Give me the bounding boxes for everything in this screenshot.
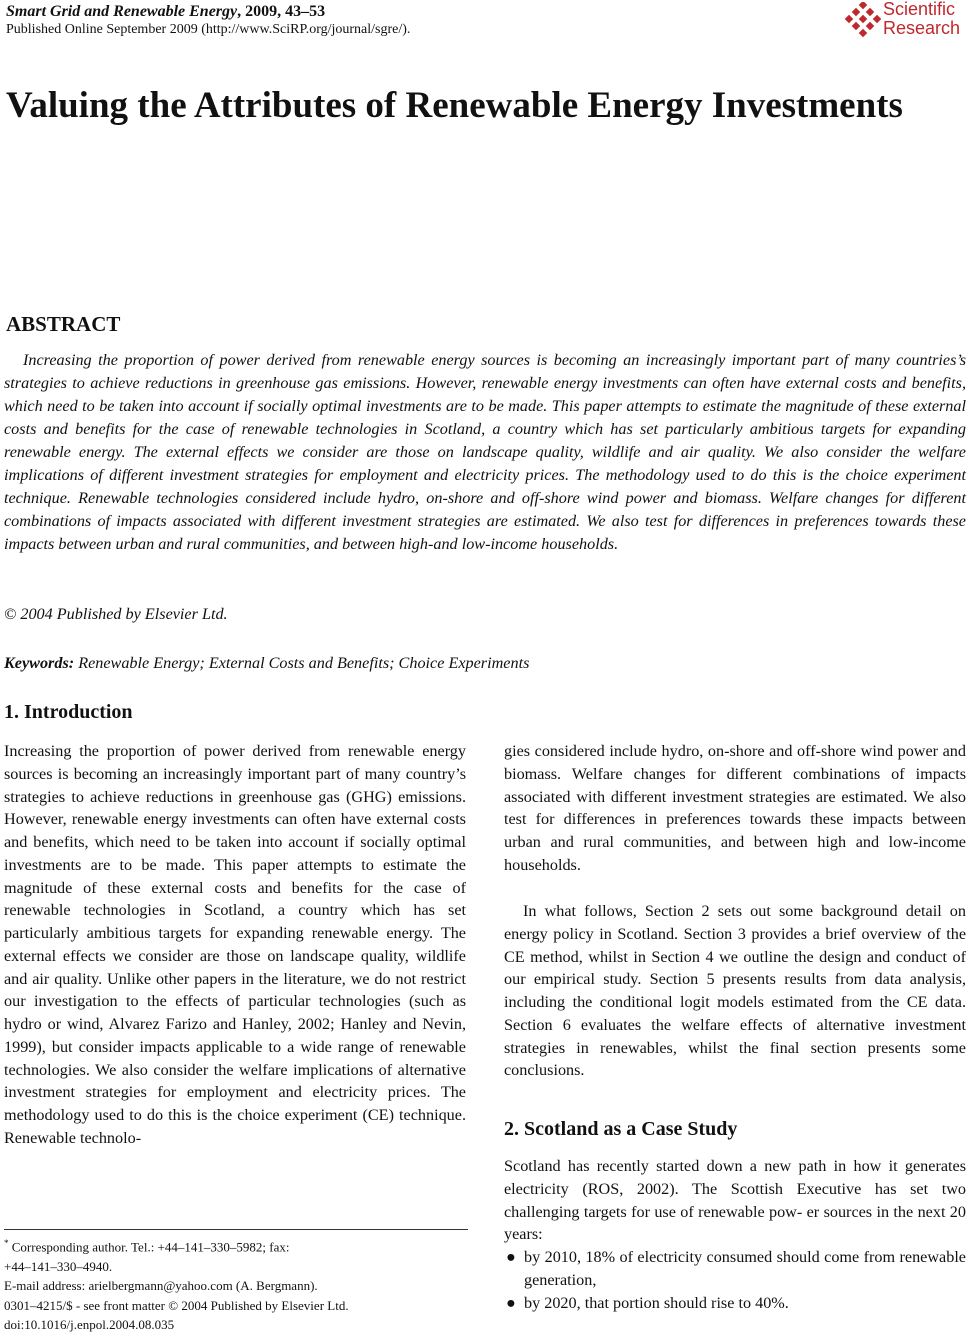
- journal-name: Smart Grid and Renewable Energy: [6, 3, 238, 20]
- journal-citation: [6, 2, 706, 21]
- outline-paragraph: In what follows, Section 2 sets out some background detail on energy policy in Scotland. Section 3 provides a brief overview of the CE method, whilst in Section 4 we outline the design and conduct of our empirical study. Section 5 presents results from data analysis, including the conditional logit models estimated from the CE data. Section 6 evaluates the welfare effects of alternative investment strategies in renewables, whilst the final section presents some conclusions.: [504, 902, 966, 1080]
- list-item-text: by 2010, 18% of electricity consumed should come from renewable generation,: [524, 1248, 966, 1289]
- keywords: [4, 652, 529, 675]
- scientific-research-logo-icon: [845, 2, 881, 40]
- list-item: [504, 1292, 966, 1315]
- introduction-paragraph-continued: gies considered include hydro, on-shore and off-shore wind power and biomass. Welfare changes for different combinations of impacts associated with different investment strategies are estimated. We also test for differences in preferences towards these impacts between urban and rural communities, and between high and low-income households.: [504, 742, 966, 874]
- logo-line-1: Scientific: [883, 0, 956, 19]
- footnote-corresponding-author: [4, 1234, 474, 1257]
- list-item: [504, 1246, 966, 1292]
- footnote-line-1: Corresponding author. Tel.: +44–141–330–5982; fax:: [8, 1239, 290, 1255]
- abstract-text: Increasing the proportion of power derived from renewable energy sources is becoming an increasingly important part of many countries’s strategies to achieve reductions in greenhouse gas emissions. However, renewable energy investments can often have external costs and benefits, which need to be taken into account if socially optimal investments are to be made. This paper attempts to estimate the magnitude of these external costs and benefits for the case of renewable technologies in Scotland, a country which has set particularly ambitious targets for expanding renewable energy. The external effects we consider are those on landscape quality, wildlife and air quality. We also consider the welfare implications of different investment strategies for employment and electricity prices. The methodology used to do this is the choice experiment technique. Renewable technologies considered include hydro, on-shore and off-shore wind power and biomass. Welfare changes for different combinations of impacts associated with different investment strategies are estimated. We also test for differences in preferences towards these impacts between urban and rural communities, and between high-and low-income households.: [4, 351, 966, 553]
- section-heading-introduction: 1. Introduction: [4, 701, 133, 723]
- paper-title: Valuing the Attributes of Renewable Energy Investments: [6, 85, 903, 126]
- bullet-icon: ●: [506, 1248, 516, 1266]
- footnote-divider: [4, 1229, 468, 1230]
- footnote-email: E-mail address: arielbergmann@yahoo.com (A. Bergmann).: [4, 1278, 318, 1294]
- publisher-logo: [845, 0, 965, 44]
- footnote-doi: doi:10.1016/j.enpol.2004.08.035: [4, 1317, 175, 1333]
- bullet-icon: ●: [506, 1293, 516, 1312]
- logo-line-2: Research: [883, 18, 961, 38]
- journal-volume: , 2009, 43–53: [237, 3, 326, 20]
- copyright-line: © 2004 Published by Elsevier Ltd.: [4, 605, 228, 623]
- footnote-front-matter: 0301–4215/$ - see front matter © 2004 Published by Elsevier Ltd.: [4, 1297, 349, 1313]
- list-item-text: by 2020, that portion should rise to 40%.: [524, 1293, 789, 1312]
- keywords-text: Renewable Energy; External Costs and Benefits; Choice Experiments: [74, 654, 530, 672]
- footnotes: [4, 1234, 474, 1335]
- footnote-marker: *: [4, 1238, 9, 1248]
- keywords-colon: :: [68, 654, 75, 672]
- scotland-paragraph: Scotland has recently started down a new path in how it generates electricity (ROS, 2002). The Scottish Executive has set two challenging targets for use of renewable pow- er sources in the next 20 years:: [504, 1157, 966, 1244]
- keywords-label: Keywords: [4, 654, 69, 672]
- section-heading-scotland: 2. Scotland as a Case Study: [504, 1118, 738, 1140]
- abstract-heading: ABSTRACT: [6, 312, 121, 336]
- introduction-paragraph: Increasing the proportion of power derived from renewable energy sources is becoming an increasingly important part of many country’s strategies to achieve reductions in greenhouse gas (GHG) emissions. However, renewable energy investments can often have external costs and benefits, which need to be taken into account if socially optimal investments are to be made. This paper attempts to estimate the magnitude of these external costs and benefits for the case of renewable technologies in Scotland, a country which has set particularly ambitious targets for expanding renewable energy. The external effects we consider are those on landscape quality, wildlife and air quality. Unlike other papers in the literature, we do not restrict our investigation to the effects of particular technologies (such as hydro or wind, Alvarez Farizo and Hanley, 2002; Hanley and Nevin, 1999), but consider impacts applicable to a wide range of renewable technologies. We also consider the welfare implications of alternative investment strategies for employment and electricity prices. The methodology used to do this is the choice experiment (CE) technique. Renewable technolo-: [4, 742, 466, 1147]
- targets-list: [504, 1246, 966, 1314]
- footnote-line-2: +44–141–330–4940.: [4, 1258, 113, 1274]
- logo-text: [883, 0, 960, 38]
- running-header: [6, 2, 706, 39]
- published-online-note: Published Online September 2009 (http://www.SciRP.org/journal/sgre/).: [6, 22, 411, 37]
